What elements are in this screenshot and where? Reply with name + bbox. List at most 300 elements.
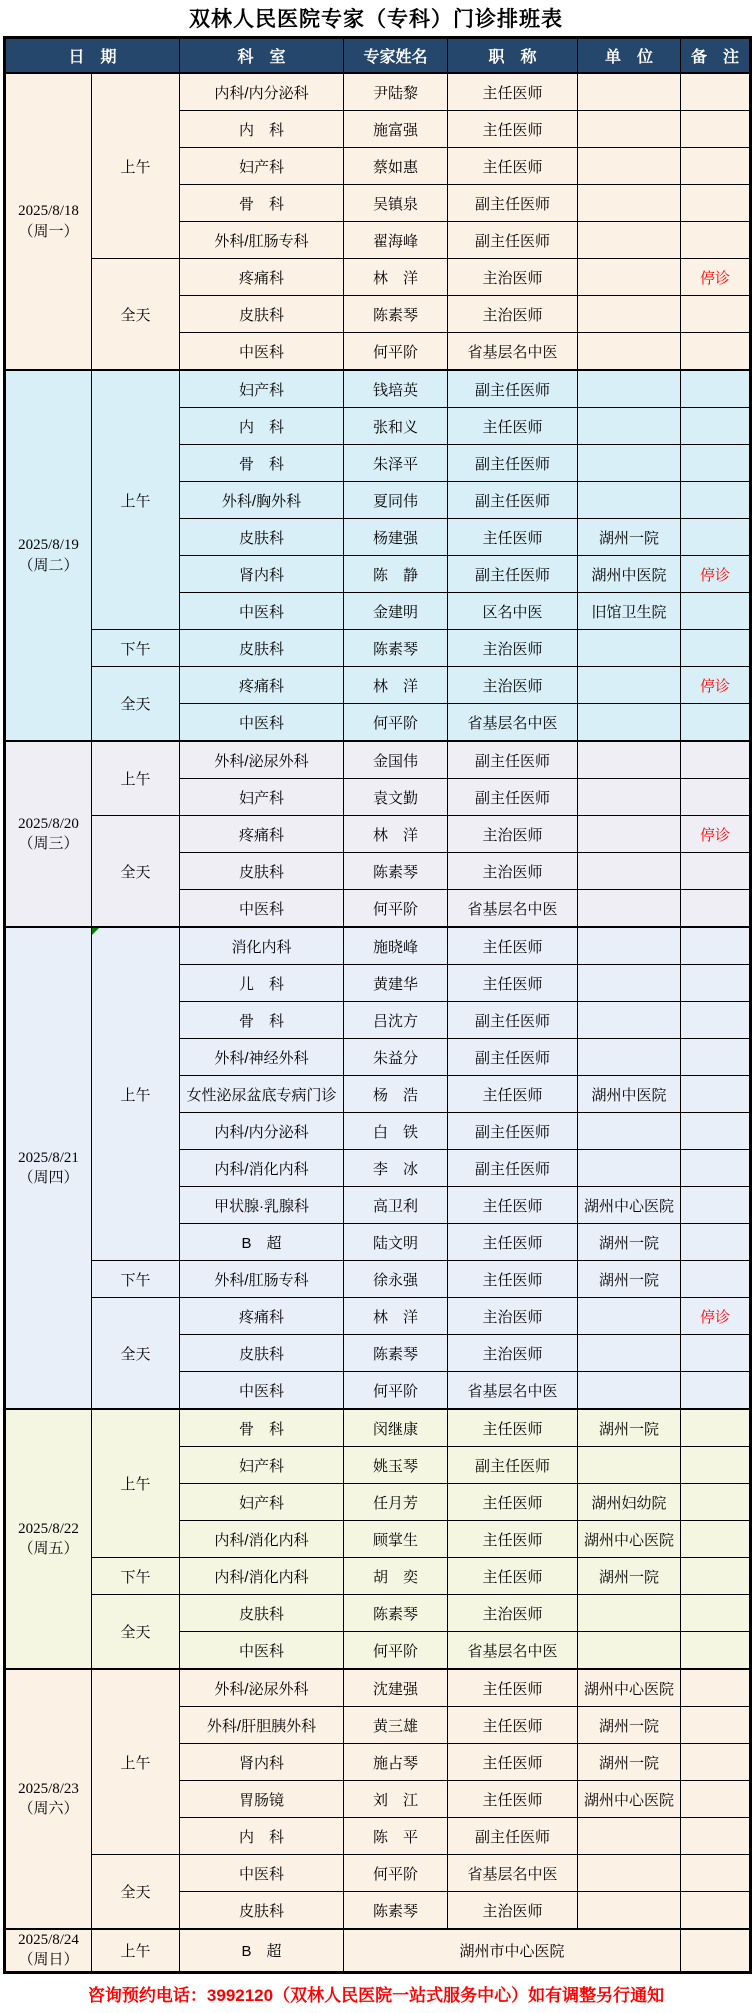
- note-cell: [681, 1076, 751, 1113]
- dept-cell: 妇产科: [180, 779, 344, 816]
- header-unit: 单 位: [578, 38, 681, 74]
- header-date: 日 期: [5, 38, 180, 74]
- unit-cell: [578, 333, 681, 371]
- merged-unit-cell: 湖州市中心医院: [344, 1929, 681, 1972]
- note-cell: [681, 1744, 751, 1781]
- note-cell: [681, 890, 751, 928]
- period-cell: 下午: [92, 630, 180, 667]
- doctor-name-cell: 黄三雄: [344, 1707, 448, 1744]
- doctor-name-cell: 任月芳: [344, 1484, 448, 1521]
- dept-cell: 内科/消化内科: [180, 1150, 344, 1187]
- unit-cell: [578, 1447, 681, 1484]
- unit-cell: [578, 259, 681, 296]
- date-cell: [5, 1409, 92, 1669]
- date-cell: [5, 370, 92, 741]
- dept-cell: 女性泌尿盆底专病门诊: [180, 1076, 344, 1113]
- doctor-title-cell: 主任医师: [448, 927, 578, 965]
- period-cell: 上午: [92, 370, 180, 630]
- note-cell: [681, 408, 751, 445]
- unit-cell: 湖州中医院: [578, 556, 681, 593]
- note-cell: [681, 222, 751, 259]
- note-cell: [681, 1855, 751, 1892]
- unit-cell: [578, 1150, 681, 1187]
- unit-cell: [578, 927, 681, 965]
- note-cell: [681, 1632, 751, 1670]
- doctor-title-cell: 主任医师: [448, 1409, 578, 1447]
- schedule-row: [5, 259, 751, 296]
- unit-cell: [578, 1298, 681, 1335]
- unit-cell: [578, 816, 681, 853]
- header-note: 备 注: [681, 38, 751, 74]
- unit-cell: [578, 482, 681, 519]
- dept-cell: 甲状腺·乳腺科: [180, 1187, 344, 1224]
- period-cell: 全天: [92, 667, 180, 742]
- unit-cell: 湖州中心医院: [578, 1669, 681, 1707]
- dept-cell: B 超: [180, 1224, 344, 1261]
- note-cell: [681, 1372, 751, 1410]
- weekday-text: （周六）: [18, 1801, 79, 1817]
- note-cell: [681, 1595, 751, 1632]
- schedule-row: [5, 630, 751, 667]
- dept-cell: 消化内科: [180, 927, 344, 965]
- doctor-name-cell: 陈素琴: [344, 296, 448, 333]
- note-cell: [681, 779, 751, 816]
- unit-cell: 湖州一院: [578, 1707, 681, 1744]
- doctor-name-cell: 杨 浩: [344, 1076, 448, 1113]
- doctor-name-cell: 陈素琴: [344, 853, 448, 890]
- doctor-name-cell: 林 洋: [344, 259, 448, 296]
- unit-cell: 湖州一院: [578, 1409, 681, 1447]
- doctor-name-cell: 陈素琴: [344, 630, 448, 667]
- doctor-name-cell: 林 洋: [344, 816, 448, 853]
- doctor-title-cell: 主任医师: [448, 148, 578, 185]
- weekday-text: （周一）: [18, 223, 79, 240]
- note-cell: [681, 1224, 751, 1261]
- note-cell: [681, 853, 751, 890]
- unit-cell: 湖州妇幼院: [578, 1484, 681, 1521]
- weekday-text: （周三）: [18, 836, 79, 852]
- period-cell: 全天: [92, 1595, 180, 1670]
- period-cell: 上午: [92, 1929, 180, 1972]
- dept-cell: 外科/泌尿外科: [180, 741, 344, 779]
- dept-cell: 胃肠镜: [180, 1781, 344, 1818]
- period-cell: 全天: [92, 816, 180, 928]
- date-cell: [5, 1669, 92, 1929]
- note-cell: [681, 593, 751, 630]
- unit-cell: 湖州一院: [578, 1744, 681, 1781]
- doctor-title-cell: 主治医师: [448, 296, 578, 333]
- doctor-name-cell: 姚玉琴: [344, 1447, 448, 1484]
- doctor-name-cell: 白 铁: [344, 1113, 448, 1150]
- period-cell: 上午: [92, 73, 180, 259]
- date-text: 2025/8/19: [18, 537, 79, 554]
- period-cell: 下午: [92, 1558, 180, 1595]
- unit-cell: [578, 630, 681, 667]
- doctor-title-cell: 省基层名中医: [448, 1372, 578, 1410]
- doctor-title-cell: 主任医师: [448, 1187, 578, 1224]
- note-cell: [681, 148, 751, 185]
- doctor-title-cell: 省基层名中医: [448, 1632, 578, 1670]
- doctor-title-cell: 主任医师: [448, 1781, 578, 1818]
- dept-cell: 妇产科: [180, 148, 344, 185]
- date-cell: [5, 927, 92, 1409]
- doctor-title-cell: 省基层名中医: [448, 704, 578, 742]
- note-cell: [681, 1447, 751, 1484]
- doctor-name-cell: 陈 平: [344, 1818, 448, 1855]
- doctor-title-cell: 主治医师: [448, 630, 578, 667]
- date-cell: [5, 1929, 92, 1972]
- note-cell: [681, 965, 751, 1002]
- note-cell: [681, 519, 751, 556]
- schedule-body: [5, 73, 751, 1972]
- unit-cell: 湖州中心医院: [578, 1187, 681, 1224]
- doctor-name-cell: 杨建强: [344, 519, 448, 556]
- note-cell: [681, 1150, 751, 1187]
- weekday-text: （周四）: [18, 1170, 79, 1186]
- doctor-name-cell: 朱泽平: [344, 445, 448, 482]
- schedule-row: [5, 73, 751, 111]
- note-cell: [681, 1187, 751, 1224]
- note-cell: [681, 111, 751, 148]
- doctor-title-cell: 副主任医师: [448, 1150, 578, 1187]
- dept-cell: 皮肤科: [180, 1892, 344, 1930]
- schedule-row: [5, 370, 751, 408]
- note-cell: [681, 73, 751, 111]
- note-cell: [681, 1261, 751, 1298]
- date-cell: [5, 73, 92, 370]
- unit-cell: [578, 222, 681, 259]
- unit-cell: [578, 148, 681, 185]
- dept-cell: 外科/肝胆胰外科: [180, 1707, 344, 1744]
- unit-cell: [578, 408, 681, 445]
- unit-cell: [578, 1372, 681, 1410]
- schedule-row: [5, 1409, 751, 1447]
- dept-cell: 中医科: [180, 704, 344, 742]
- dept-cell: 外科/泌尿外科: [180, 1669, 344, 1707]
- dept-cell: 骨 科: [180, 1002, 344, 1039]
- dept-cell: 皮肤科: [180, 1335, 344, 1372]
- weekday-text: （周日）: [18, 1952, 79, 1969]
- doctor-name-cell: 陆文明: [344, 1224, 448, 1261]
- dept-cell: 疼痛科: [180, 667, 344, 704]
- dept-cell: 中医科: [180, 1372, 344, 1410]
- unit-cell: 湖州一院: [578, 1224, 681, 1261]
- schedule-row: [5, 1261, 751, 1298]
- doctor-name-cell: 林 洋: [344, 667, 448, 704]
- doctor-title-cell: 区名中医: [448, 593, 578, 630]
- note-cell: [681, 1039, 751, 1076]
- doctor-title-cell: 主任医师: [448, 1224, 578, 1261]
- doctor-title-cell: 主治医师: [448, 1298, 578, 1335]
- doctor-name-cell: 闵继康: [344, 1409, 448, 1447]
- doctor-title-cell: 副主任医师: [448, 779, 578, 816]
- unit-cell: [578, 741, 681, 779]
- dept-cell: 内 科: [180, 111, 344, 148]
- period-cell: 全天: [92, 1298, 180, 1410]
- doctor-title-cell: 副主任医师: [448, 556, 578, 593]
- doctor-name-cell: 沈建强: [344, 1669, 448, 1707]
- dept-cell: 疼痛科: [180, 259, 344, 296]
- dept-cell: 外科/肛肠专科: [180, 1261, 344, 1298]
- doctor-name-cell: 尹陆黎: [344, 73, 448, 111]
- unit-cell: [578, 853, 681, 890]
- header-doctor-name: 专家姓名: [344, 38, 448, 74]
- unit-cell: 湖州中心医院: [578, 1521, 681, 1558]
- doctor-name-cell: 钱培英: [344, 370, 448, 408]
- note-cell: [681, 1707, 751, 1744]
- period-cell: 上午: [92, 1669, 180, 1855]
- dept-cell: 肾内科: [180, 556, 344, 593]
- unit-cell: [578, 779, 681, 816]
- doctor-title-cell: 副主任医师: [448, 1039, 578, 1076]
- dept-cell: 骨 科: [180, 1409, 344, 1447]
- dept-cell: 骨 科: [180, 445, 344, 482]
- dept-cell: 中医科: [180, 1855, 344, 1892]
- doctor-name-cell: 何平阶: [344, 704, 448, 742]
- doctor-title-cell: 主治医师: [448, 1892, 578, 1930]
- page-title: 双林人民医院专家（专科）门诊排班表: [189, 8, 563, 31]
- doctor-title-cell: 主治医师: [448, 1335, 578, 1372]
- doctor-title-cell: 副主任医师: [448, 1113, 578, 1150]
- schedule-row: [5, 1929, 751, 1972]
- doctor-name-cell: 翟海峰: [344, 222, 448, 259]
- dept-cell: 皮肤科: [180, 296, 344, 333]
- unit-cell: [578, 1039, 681, 1076]
- note-cell: [681, 1669, 751, 1707]
- dept-cell: 儿 科: [180, 965, 344, 1002]
- dept-cell: 内科/内分泌科: [180, 73, 344, 111]
- doctor-name-cell: 夏同伟: [344, 482, 448, 519]
- unit-cell: [578, 1595, 681, 1632]
- note-cell: [681, 333, 751, 371]
- schedule-row: [5, 816, 751, 853]
- doctor-name-cell: 黄建华: [344, 965, 448, 1002]
- doctor-name-cell: 高卫利: [344, 1187, 448, 1224]
- dept-cell: 外科/神经外科: [180, 1039, 344, 1076]
- doctor-name-cell: 陈素琴: [344, 1595, 448, 1632]
- unit-cell: [578, 445, 681, 482]
- dept-cell: 中医科: [180, 1632, 344, 1670]
- dept-cell: 妇产科: [180, 1447, 344, 1484]
- doctor-title-cell: 主治医师: [448, 1595, 578, 1632]
- unit-cell: [578, 667, 681, 704]
- date-text: 2025/8/24: [18, 1932, 79, 1948]
- date-text: 2025/8/22: [18, 1520, 79, 1537]
- schedule-row: [5, 927, 751, 965]
- note-cell: 停诊: [681, 556, 751, 593]
- footer-hotline-notice: 咨询预约电话：3992120（双林人民医院一站式服务中心）如有调整另行通知: [87, 1985, 665, 2005]
- doctor-title-cell: 主治医师: [448, 816, 578, 853]
- unit-cell: [578, 296, 681, 333]
- note-cell: [681, 185, 751, 222]
- note-cell: [681, 1818, 751, 1855]
- dept-cell: 妇产科: [180, 370, 344, 408]
- note-cell: [681, 1929, 751, 1972]
- unit-cell: 湖州一院: [578, 519, 681, 556]
- unit-cell: [578, 1002, 681, 1039]
- dept-cell: 皮肤科: [180, 630, 344, 667]
- doctor-name-cell: 张和义: [344, 408, 448, 445]
- doctor-title-cell: 主任医师: [448, 1261, 578, 1298]
- note-cell: [681, 482, 751, 519]
- dept-cell: 中医科: [180, 593, 344, 630]
- doctor-title-cell: 副主任医师: [448, 482, 578, 519]
- schedule-row: [5, 1855, 751, 1892]
- doctor-name-cell: 袁文勤: [344, 779, 448, 816]
- dept-cell: 内科/消化内科: [180, 1521, 344, 1558]
- header-dept: 科 室: [180, 38, 344, 74]
- schedule-row: [5, 667, 751, 704]
- note-cell: [681, 1484, 751, 1521]
- doctor-name-cell: 何平阶: [344, 1632, 448, 1670]
- dept-cell: 皮肤科: [180, 1595, 344, 1632]
- unit-cell: [578, 185, 681, 222]
- unit-cell: [578, 1335, 681, 1372]
- note-cell: [681, 1113, 751, 1150]
- unit-cell: [578, 1113, 681, 1150]
- doctor-name-cell: 顾掌生: [344, 1521, 448, 1558]
- doctor-name-cell: 金建明: [344, 593, 448, 630]
- doctor-title-cell: 主任医师: [448, 519, 578, 556]
- doctor-title-cell: 主任医师: [448, 1076, 578, 1113]
- doctor-title-cell: 省基层名中医: [448, 1855, 578, 1892]
- doctor-title-cell: 主任医师: [448, 1521, 578, 1558]
- schedule-row: [5, 741, 751, 779]
- note-cell: 停诊: [681, 259, 751, 296]
- period-cell: 上午: [92, 1409, 180, 1558]
- note-cell: [681, 296, 751, 333]
- unit-cell: [578, 1632, 681, 1670]
- note-cell: [681, 370, 751, 408]
- dept-cell: 外科/肛肠专科: [180, 222, 344, 259]
- doctor-name-cell: 何平阶: [344, 1855, 448, 1892]
- dept-cell: 外科/胸外科: [180, 482, 344, 519]
- doctor-name-cell: 朱益分: [344, 1039, 448, 1076]
- dept-cell: 中医科: [180, 890, 344, 928]
- note-cell: 停诊: [681, 667, 751, 704]
- note-cell: [681, 1002, 751, 1039]
- schedule-row: [5, 1595, 751, 1632]
- unit-cell: [578, 704, 681, 742]
- unit-cell: [578, 965, 681, 1002]
- schedule-header: [5, 38, 751, 74]
- note-cell: [681, 1558, 751, 1595]
- unit-cell: [578, 1818, 681, 1855]
- weekday-text: （周二）: [18, 557, 79, 574]
- doctor-name-cell: 陈素琴: [344, 1892, 448, 1930]
- doctor-name-cell: 徐永强: [344, 1261, 448, 1298]
- doctor-title-cell: 主治医师: [448, 259, 578, 296]
- dept-cell: 妇产科: [180, 1484, 344, 1521]
- period-cell: 上午: [92, 927, 180, 1261]
- unit-cell: [578, 1855, 681, 1892]
- doctor-title-cell: 主任医师: [448, 1744, 578, 1781]
- unit-cell: [578, 890, 681, 928]
- dept-cell: 皮肤科: [180, 519, 344, 556]
- schedule-row: [5, 1558, 751, 1595]
- dept-cell: 内 科: [180, 408, 344, 445]
- unit-cell: 旧馆卫生院: [578, 593, 681, 630]
- doctor-name-cell: 何平阶: [344, 1372, 448, 1410]
- note-cell: 停诊: [681, 1298, 751, 1335]
- doctor-name-cell: 刘 江: [344, 1781, 448, 1818]
- unit-cell: 湖州中医院: [578, 1076, 681, 1113]
- note-cell: [681, 1892, 751, 1930]
- doctor-title-cell: 副主任医师: [448, 370, 578, 408]
- cell-comment-marker-icon: [92, 928, 99, 935]
- doctor-name-cell: 吕沈方: [344, 1002, 448, 1039]
- unit-cell: [578, 111, 681, 148]
- date-text: 2025/8/21: [18, 1149, 79, 1166]
- doctor-title-cell: 主任医师: [448, 73, 578, 111]
- note-cell: [681, 927, 751, 965]
- unit-cell: [578, 1892, 681, 1930]
- doctor-title-cell: 省基层名中医: [448, 333, 578, 371]
- period-cell: 上午: [92, 741, 180, 816]
- doctor-title-cell: 副主任医师: [448, 445, 578, 482]
- unit-cell: [578, 370, 681, 408]
- doctor-title-cell: 主任医师: [448, 111, 578, 148]
- doctor-name-cell: 金国伟: [344, 741, 448, 779]
- note-cell: [681, 630, 751, 667]
- unit-cell: 湖州中心医院: [578, 1781, 681, 1818]
- dept-cell: 疼痛科: [180, 816, 344, 853]
- header-doctor-title: 职 称: [448, 38, 578, 74]
- note-cell: [681, 704, 751, 742]
- dept-cell: 内科/内分泌科: [180, 1113, 344, 1150]
- dept-cell: 疼痛科: [180, 1298, 344, 1335]
- dept-cell: 内科/消化内科: [180, 1558, 344, 1595]
- date-text: 2025/8/20: [18, 815, 79, 832]
- doctor-title-cell: 主任医师: [448, 1707, 578, 1744]
- dept-cell: 皮肤科: [180, 853, 344, 890]
- doctor-name-cell: 何平阶: [344, 890, 448, 928]
- dept-cell: 骨 科: [180, 185, 344, 222]
- date-text: 2025/8/23: [18, 1780, 79, 1797]
- doctor-title-cell: 副主任医师: [448, 222, 578, 259]
- doctor-name-cell: 施晓峰: [344, 927, 448, 965]
- doctor-title-cell: 主治医师: [448, 853, 578, 890]
- doctor-title-cell: 副主任医师: [448, 1002, 578, 1039]
- schedule-row: [5, 1298, 751, 1335]
- period-cell: 全天: [92, 1855, 180, 1930]
- note-cell: [681, 1335, 751, 1372]
- note-cell: [681, 1781, 751, 1818]
- doctor-title-cell: 主任医师: [448, 1558, 578, 1595]
- unit-cell: [578, 73, 681, 111]
- doctor-title-cell: 主任医师: [448, 408, 578, 445]
- doctor-title-cell: 副主任医师: [448, 1818, 578, 1855]
- date-text: 2025/8/18: [18, 203, 79, 220]
- unit-cell: 湖州一院: [578, 1558, 681, 1595]
- schedule-row: [5, 1669, 751, 1707]
- doctor-title-cell: 主治医师: [448, 667, 578, 704]
- note-cell: [681, 445, 751, 482]
- note-cell: [681, 741, 751, 779]
- dept-cell: 中医科: [180, 333, 344, 371]
- doctor-title-cell: 副主任医师: [448, 1447, 578, 1484]
- doctor-title-cell: 省基层名中医: [448, 890, 578, 928]
- weekday-text: （周五）: [18, 1541, 79, 1557]
- date-cell: [5, 741, 92, 927]
- doctor-name-cell: 吴镇泉: [344, 185, 448, 222]
- doctor-title-cell: 主任医师: [448, 965, 578, 1002]
- doctor-name-cell: 施富强: [344, 111, 448, 148]
- dept-cell: 内 科: [180, 1818, 344, 1855]
- period-cell: 下午: [92, 1261, 180, 1298]
- schedule-table: [3, 36, 752, 1974]
- doctor-name-cell: 陈素琴: [344, 1335, 448, 1372]
